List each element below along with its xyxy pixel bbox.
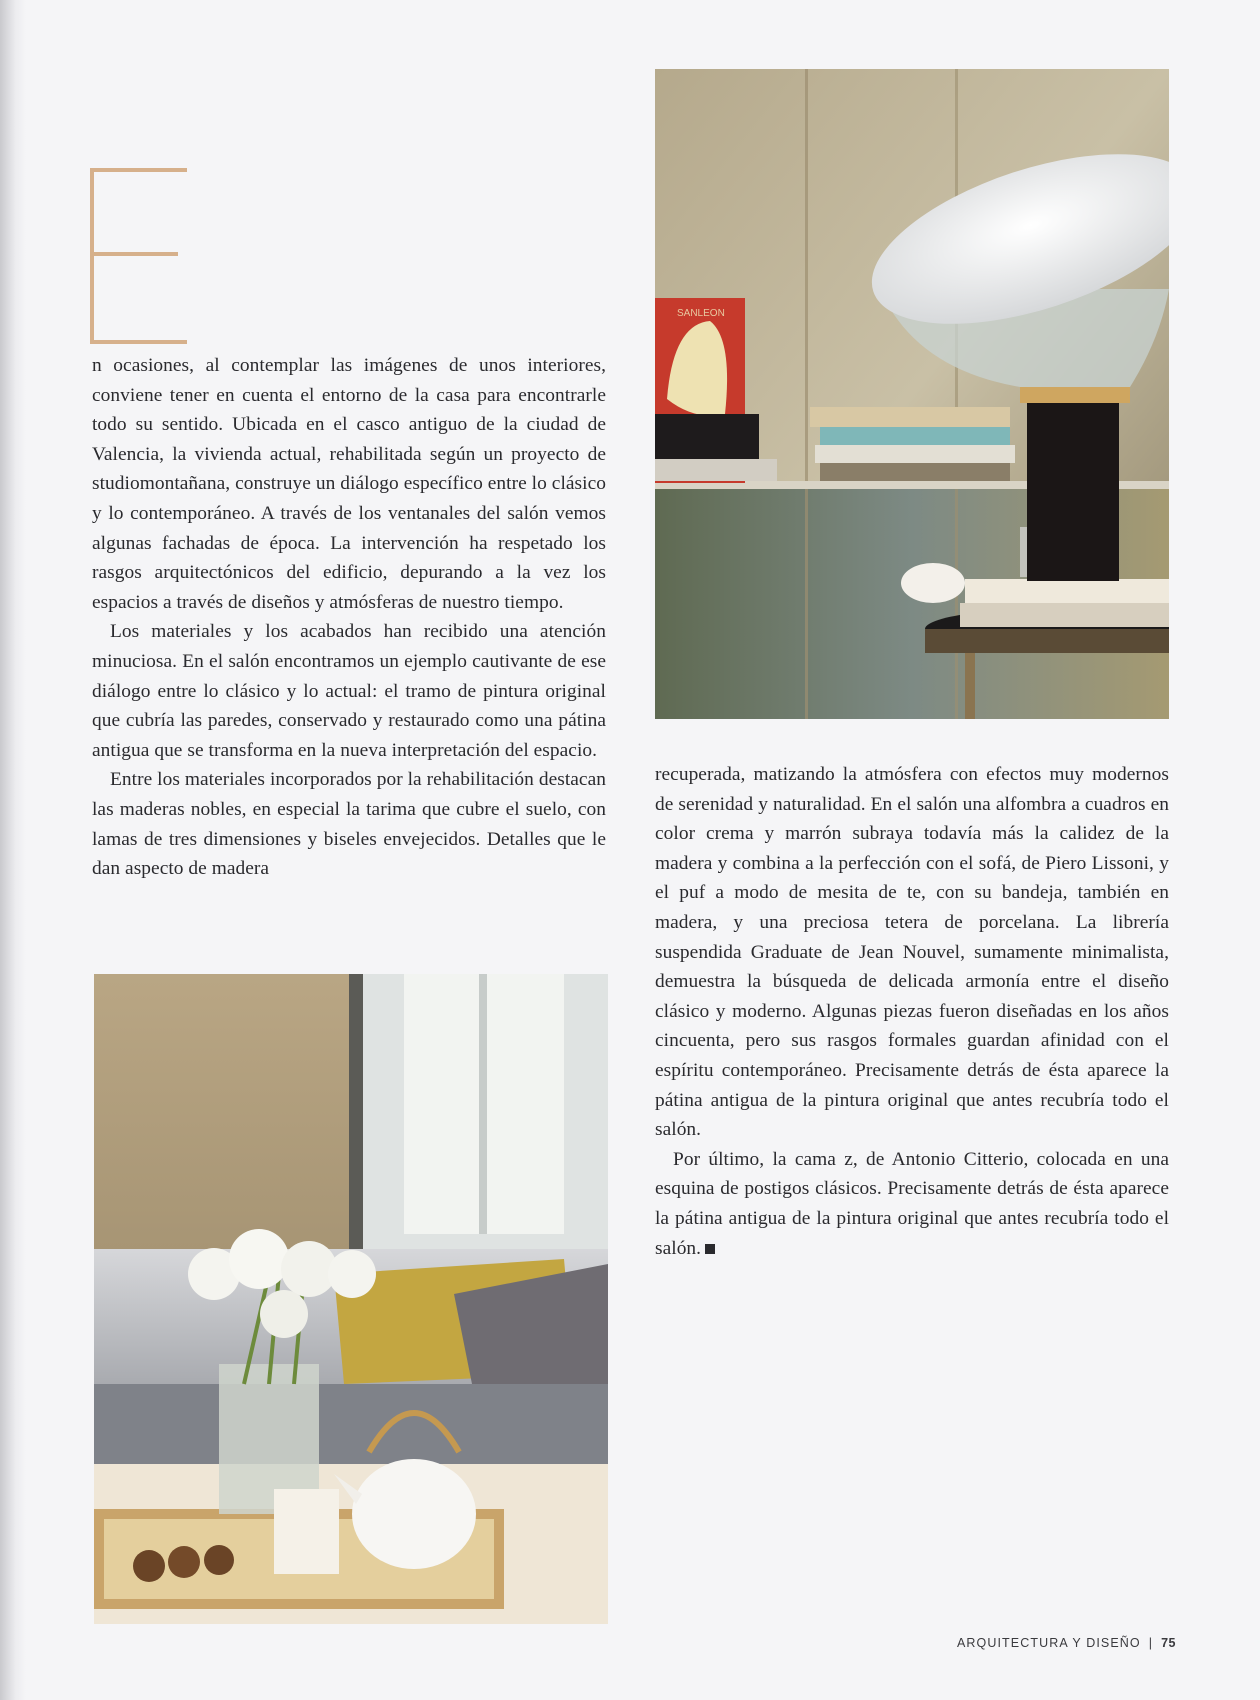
article-left-column — [92, 351, 606, 884]
article-paragraph: Entre los materiales incorporados por la rehabilitación destacan las maderas nobles, en especial la tarima que cubre el suelo, con lamas de tres dimensiones y biseles envejecidos. Detalles que le dan aspecto de madera — [92, 769, 606, 880]
dropcap-letter-e — [90, 168, 190, 344]
magazine-name: ARQUITECTURA Y DISEÑO — [956, 1636, 1141, 1650]
article-paragraph-text: Por último, la cama z, de Antonio Citterio, colocada en una esquina de postigos clásicos. Precisamente detrás de ésta aparece la pátina antigua de la pintura original que antes recubría todo el salón. — [655, 1148, 1169, 1259]
footer-separator: | — [1148, 1636, 1154, 1650]
article-paragraph: recuperada, matizando la atmósfera con efectos muy modernos de serenidad y naturalidad. En el salón una alfombra a cuadros en color crema y marrón subraya todavía más la calidez de la madera y combina a la perfección con el sofá, de Piero Lissoni, y el puf a modo de mesita de te, con su bandeja, también en madera, y una preciosa tetera de porcelana. La librería suspendida Graduate de Jean Nouvel, sumamente minimalista, demuestra la búsqueda de delicada armonía entre el diseño clásico y moderno. Algunas piezas fueron diseñadas en los años cincuenta, pero sus rasgos formales guardan afinidad con el espíritu contemporáneo. Precisamente detrás de ésta aparece la pátina antigua de la pintura original que antes recubría todo el salón. — [655, 764, 1169, 1141]
page-number: 75 — [1161, 1636, 1176, 1650]
article-paragraph: Los materiales y los acabados han recibido una atención minuciosa. En el salón encontramos un ejemplo cautivante de ese diálogo entre lo clásico y lo actual: el tramo de pintura original que cubría las paredes, conservado y restaurado como una pátina antigua que se transforma en la nueva interpretación del espacio. — [92, 621, 606, 761]
end-mark-icon — [705, 1244, 715, 1254]
article-right-column — [655, 760, 1169, 1263]
article-paragraph: n ocasiones, al contemplar las imágenes de unos interiores, conviene tener en cuenta el entorno de la casa para encontrarle todo su sentido. Ubicada en el casco antiguo de la ciudad de Valencia, la vivienda actual, rehabilitada según un proyecto de studiomontañana, construye un diálogo específico entre lo clásico y lo contemporáneo. A través de los ventanales del salón vemos algunas fachadas de época. La intervención ha respetado los rasgos arquitectónicos del edificio, depurando a la vez los espacios a través de diseños y atmósferas de nuestro tiempo. — [92, 355, 606, 613]
photo-sofa-teapot — [94, 974, 608, 1624]
photo-lamp-bookshelf — [655, 69, 1169, 719]
page-gutter-shadow — [0, 0, 26, 1700]
page-footer — [957, 1636, 1176, 1650]
book-spine-label: SANLEON — [677, 308, 725, 319]
article-paragraph — [655, 1145, 1169, 1263]
